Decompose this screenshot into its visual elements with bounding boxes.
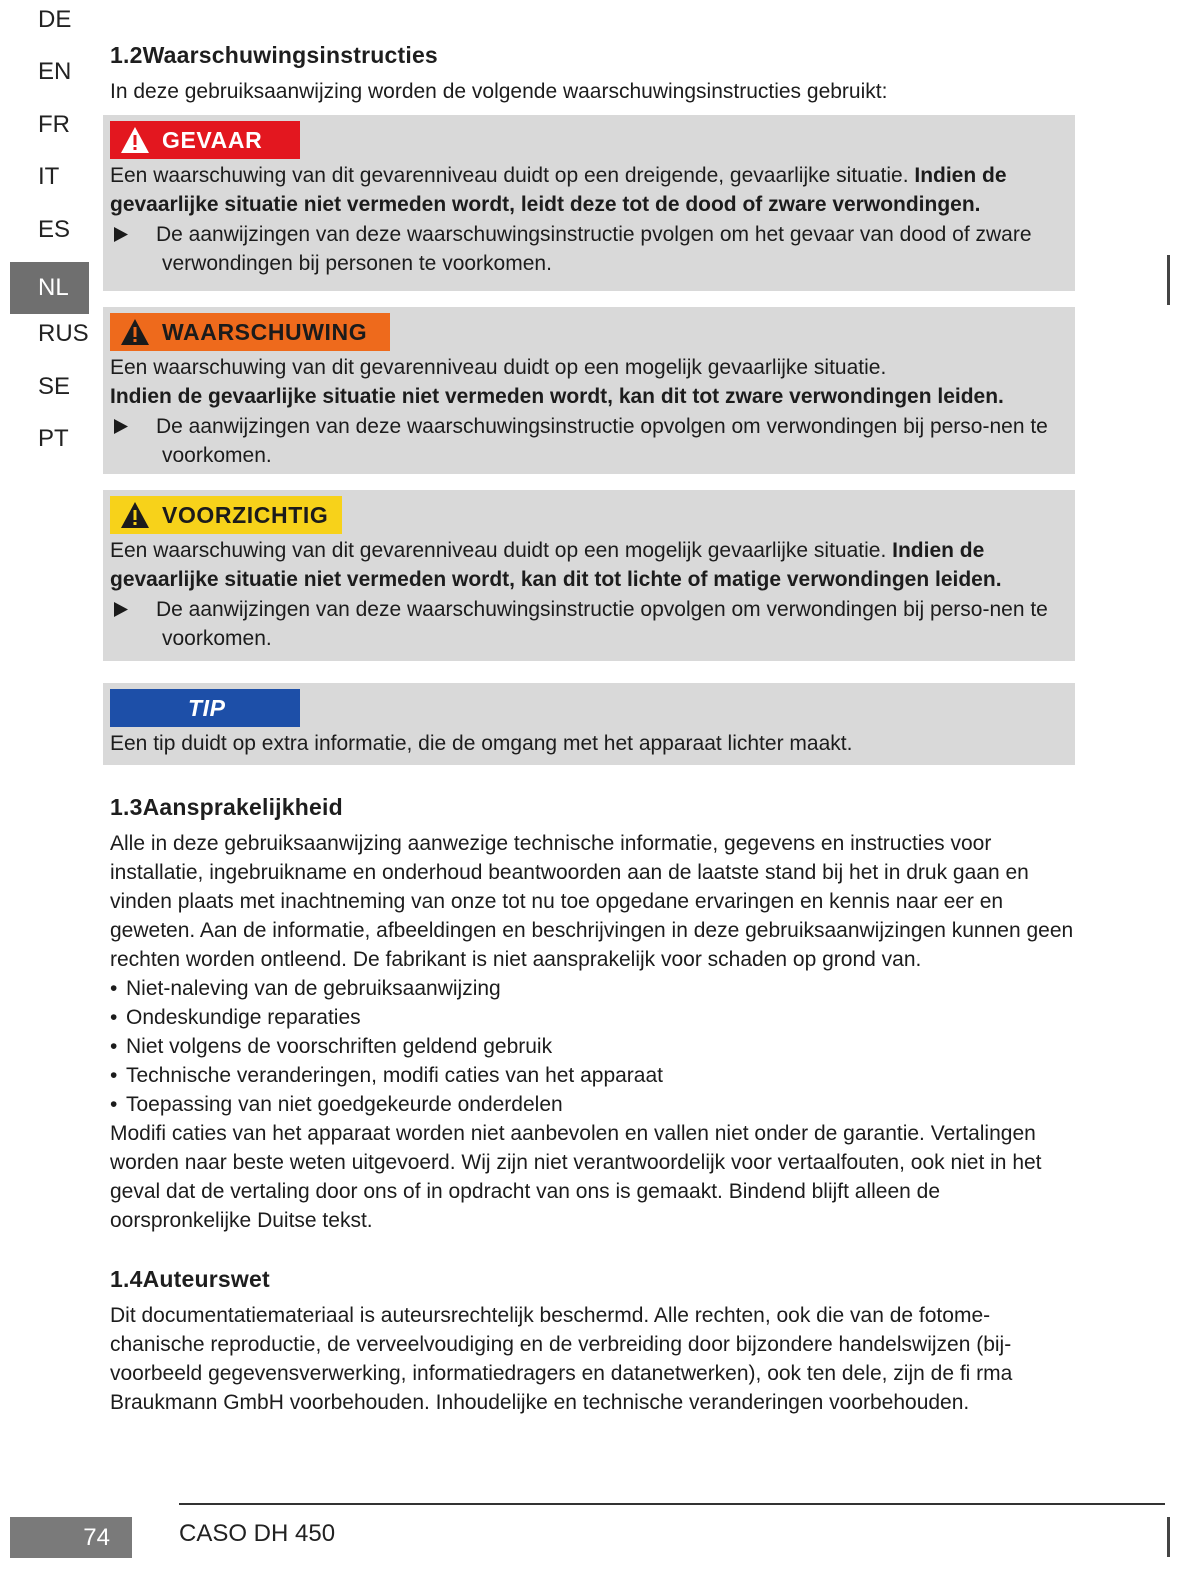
arrow-right-icon — [114, 419, 128, 434]
warning-triangle-icon — [120, 318, 150, 346]
danger-label-text: GEVAAR — [162, 126, 263, 153]
warning-bold-description — [110, 382, 1067, 411]
product-name: CASO DH 450 — [179, 1520, 336, 1547]
section-intro-warnings: In deze gebruiksaanwijzing worden de volgende waarschuwingsinstructies gebruikt: — [110, 80, 888, 103]
list-item: • Ondeskundige reparaties — [110, 1003, 1075, 1032]
list-item: • Technische veranderingen, modifi caties van het apparaat — [110, 1061, 1075, 1090]
warning-triangle-icon — [120, 501, 150, 529]
caution-step-text: De aanwijzingen van deze waarschuwingsinstructie opvolgen om verwondingen bij perso-nen te voorkomen. — [156, 598, 1048, 650]
language-tab-se[interactable]: SE — [38, 372, 71, 400]
liability-outro: Modifi caties van het apparaat worden niet aanbevolen en vallen niet onder de garantie. Vertalingen worden naar beste weten uitgevoerd. Wij zijn niet verantwoordelijk voor vertaalfouten, ook niet in het geval dat de vertaling door ons of in opdracht van ons is gemaakt. Bindend blijft alleen de oorspronkelijke Duitse tekst. — [110, 1122, 1042, 1232]
tip-notice — [103, 683, 1075, 765]
language-tab-es[interactable]: ES — [38, 215, 71, 243]
section-heading-warnings: 1.2Waarschuwingsinstructies — [110, 42, 438, 68]
danger-step-text: De aanwijzingen van deze waarschuwingsinstructie pvolgen om het gevaar van dood of zware verwondingen bij personen te voorkomen. — [156, 223, 1032, 275]
list-item: • Niet-naleving van de gebruiksaanwijzing — [110, 974, 1075, 1003]
language-tab-fr[interactable]: FR — [38, 110, 70, 138]
caution-step — [110, 595, 1067, 653]
danger-notice — [103, 115, 1075, 291]
tip-description: Een tip duidt op extra informatie, die de omgang met het apparaat lichter maakt. — [110, 732, 853, 755]
liability-list — [110, 974, 1075, 1119]
warning-triangle-icon — [120, 126, 150, 154]
tip-label-text: TIP — [188, 694, 226, 721]
section-copyright — [110, 1266, 1075, 1417]
section-heading-copyright: 1.4Auteurswet — [110, 1266, 270, 1292]
section-warnings-header — [110, 42, 1075, 106]
caution-label — [110, 496, 342, 534]
language-tab-rus[interactable]: RUS — [38, 320, 89, 348]
warning-description: Een waarschuwing van dit gevarenniveau duidt op een mogelijk gevaarlijke situatie. — [110, 356, 887, 379]
warning-step — [110, 412, 1067, 470]
margin-marker-bottom — [1167, 1517, 1170, 1557]
section-heading-liability: 1.3Aansprakelijkheid — [110, 794, 343, 820]
arrow-right-icon — [114, 602, 128, 617]
language-tab-nl[interactable]: NL — [10, 262, 89, 314]
caution-text: Een waarschuwing van dit gevarenniveau duidt op een mogelijk gevaarlijke situatie. — [110, 539, 893, 562]
danger-text: Een waarschuwing van dit gevarenniveau duidt op een dreigende, gevaarlijke situatie. — [110, 164, 915, 187]
warning-bold-text: Indien de gevaarlijke situatie niet vermeden wordt, kan dit tot zware verwondingen leiden. — [110, 385, 1004, 408]
language-tab-it[interactable]: IT — [38, 163, 60, 191]
page-number: 74 — [10, 1517, 132, 1558]
list-item: • Niet volgens de voorschriften geldend gebruik — [110, 1032, 1075, 1061]
danger-label — [110, 121, 300, 159]
language-tab-pt[interactable]: PT — [38, 425, 69, 453]
danger-bold-text: Indien de gevaarlijke situatie niet vermeden wordt, leidt deze tot de dood of zware verwondingen. — [110, 164, 1007, 216]
liability-intro: Alle in deze gebruiksaanwijzing aanwezige technische informatie, gegevens en instructies voor installatie, ingebruikname en onderhoud beantwoorden aan de laatste stand bij het in druk gaan en vinden plaats met inachtneming van onze tot nu toe opgedane ervaringen en kennis naar eer en geweten. Aan de informatie, afbeeldingen en beschrijvingen in deze gebruiksaanwijzingen kunnen geen rechten worden ontleend. De fabrikant is niet aansprakelijk voor schaden op grond van. — [110, 832, 1074, 971]
caution-label-text: VOORZICHTIG — [162, 501, 329, 528]
list-item: • Toepassing van niet goedgekeurde onderdelen — [110, 1090, 1075, 1119]
caution-bold-text: Indien de gevaarlijke situatie niet vermeden wordt, kan dit tot lichte of matige verwondingen leiden. — [110, 539, 1002, 591]
tip-label — [110, 689, 300, 727]
warning-step-text: De aanwijzingen van deze waarschuwingsinstructie opvolgen om verwondingen bij perso-nen te voorkomen. — [156, 415, 1048, 467]
danger-description — [110, 161, 1067, 219]
language-sidebar — [10, 0, 89, 472]
copyright-text: Dit documentatiemateriaal is auteursrechtelijk beschermd. Alle rechten, ook die van de fotome-chanische reproductie, de verveelvoudiging en de verbreiding door bijzondere handelswijzen (bij-voorbeeld gegevensverwerking, informatiedragers en datanetwerken), ook ten dele, zijn de fi rma Braukmann GmbH voorbehouden. Inhoudelijke en technische veranderingen voorbehouden. — [110, 1304, 1013, 1414]
warning-label — [110, 313, 390, 351]
footer-divider — [179, 1503, 1165, 1505]
language-tab-de[interactable]: DE — [38, 6, 72, 33]
warning-notice — [103, 307, 1075, 474]
arrow-right-icon — [114, 227, 128, 242]
section-liability — [110, 794, 1075, 1235]
margin-marker-top — [1167, 255, 1170, 305]
warning-label-text: WAARSCHUWING — [162, 318, 368, 345]
caution-notice — [103, 490, 1075, 661]
danger-step — [110, 220, 1067, 278]
caution-description — [110, 536, 1067, 594]
language-tab-en[interactable]: EN — [38, 58, 72, 86]
